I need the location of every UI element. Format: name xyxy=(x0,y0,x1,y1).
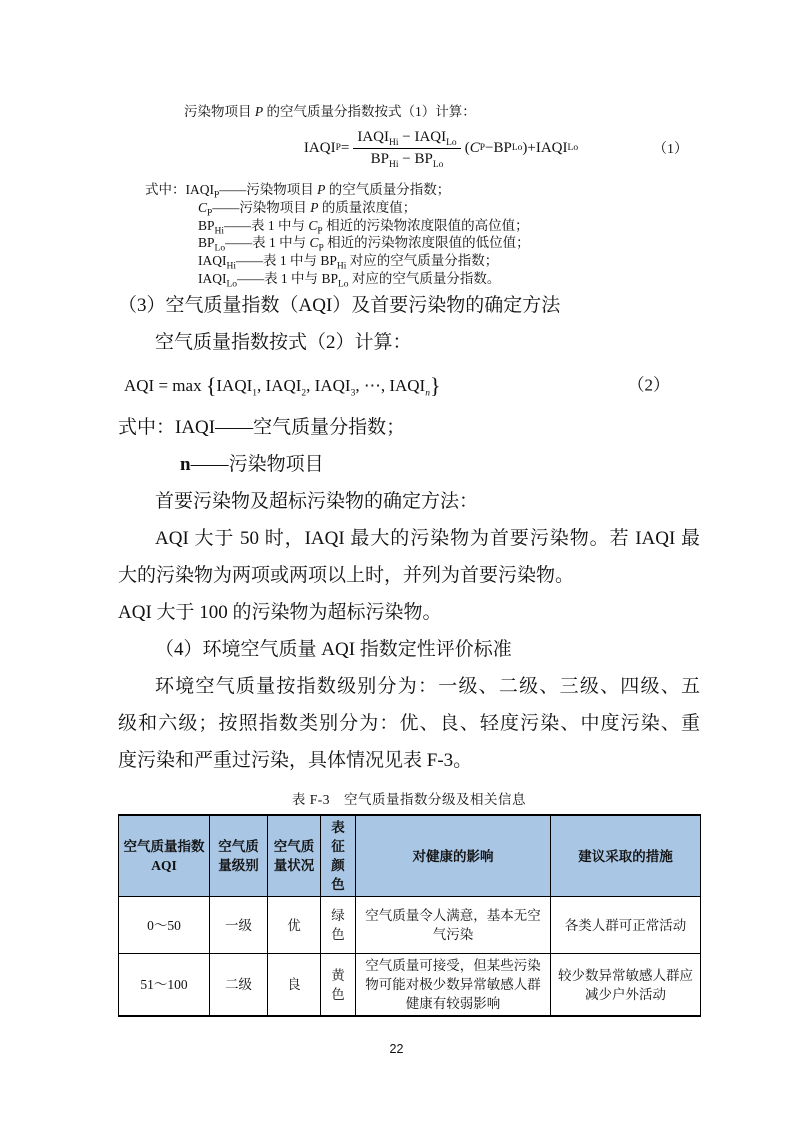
main-text-block xyxy=(118,287,700,779)
formula-1 xyxy=(118,122,700,174)
table-cell: 空气质量可接受，但某些污染物可能对极少数异常敏感人群健康有较弱影响 xyxy=(356,954,551,1017)
formula-2 xyxy=(118,361,700,409)
paragraph: 度污染和严重过污染，具体情况见表 F-3。 xyxy=(118,750,473,771)
paragraph: 环境空气质量按指数级别分为：一级、二级、三级、四级、五 xyxy=(155,676,700,697)
table-header-row xyxy=(119,815,701,897)
page-number: 22 xyxy=(389,1042,404,1056)
variable-p: P xyxy=(254,104,264,119)
fraction-denominator: $BP_{Hi} - BP_{Lo}$ xyxy=(370,150,444,170)
formula-2-number: （2） xyxy=(627,375,670,395)
intro-text: 污染物项目 xyxy=(184,104,255,119)
table-row xyxy=(119,897,701,954)
intro-text-tail: 的空气质量分指数按式（1）计算： xyxy=(263,104,476,119)
table-cell: 一级 xyxy=(210,897,268,954)
table-cell: 较少数异常敏感人群应减少户外活动 xyxy=(551,954,701,1017)
formula-1-body: IAQI P = $\frac{IAQI_{Hi} - IAQI_{Lo}}{BP_{Hi} - BP_{Lo}}$ ( C P − BP Lo ) + IAQI Lo xyxy=(303,128,579,170)
table-row xyxy=(119,954,701,1017)
table-header-cell: 表征颜色 xyxy=(321,815,356,897)
table-cell: 绿色 xyxy=(321,897,356,954)
n-definition: n——污染物项目 xyxy=(180,454,324,475)
table-cell: 各类人群可正常活动 xyxy=(551,897,701,954)
formula-2-where: 式中：IAQI——空气质量分指数； xyxy=(118,417,406,438)
paragraph: 级和六级；按照指数类别分为：优、良、轻度污染、中度污染、重 xyxy=(118,713,700,734)
definition-line: $BP_{Lo}——$表 1 中与 $C_P$ 相近的污染物浓度限值的低位值； xyxy=(198,235,530,255)
method-heading: 首要污染物及超标污染物的确定方法： xyxy=(155,491,479,512)
table-header-cell: 空气质量级别 xyxy=(210,815,268,897)
formula-2-body: AQI = $\max \{IAQI_1$, $IAQI_2$, $IAQI_3$, ⋯, $IAQI_n$} xyxy=(124,372,441,398)
section-3-heading: （3）空气质量指数（AQI）及首要污染物的确定方法 xyxy=(118,295,561,316)
table-cell: 空气质量令人满意，基本无空气污染 xyxy=(356,897,551,954)
variable-c: C xyxy=(309,235,319,251)
definitions-block xyxy=(145,181,530,288)
definition-line: $BP_{Hi}——$表 1 中与 $C_P$ 相近的污染物浓度限值的高位值； xyxy=(198,217,529,237)
table-header-cell: 建议采取的措施 xyxy=(551,815,701,897)
table-cell: 51～100 xyxy=(119,954,210,1017)
variable-p: P xyxy=(317,182,326,197)
table-cell: 优 xyxy=(268,897,321,954)
table-cell: 良 xyxy=(268,954,321,1017)
table-header-cell: 空气质量指数AQI xyxy=(119,815,210,897)
definition-line: 式中：$IAQI_P——$污染物项目 P 的空气质量分指数； xyxy=(145,182,451,201)
definition-line: $IAQI_{Hi}——$表 1 中与 $BP_{Hi}$ 对应的空气质量分指数； xyxy=(198,253,499,272)
paragraph: AQI 大于 100 的污染物为超标污染物。 xyxy=(118,602,442,623)
variable-p: P xyxy=(310,199,319,215)
paragraph: 大的污染物为两项或两项以上时，并列为首要污染物。 xyxy=(118,565,575,586)
variable-c: C xyxy=(308,217,318,233)
variable-c: C xyxy=(469,139,480,156)
section-4-heading: （4）环境空气质量 AQI 指数定性评价标准 xyxy=(155,639,512,660)
table-header-cell: 空气质量状况 xyxy=(268,815,321,897)
definition-line: $IAQI_{Lo}——$表 1 中与 $BP_{Lo}$ 对应的空气质量分指数。 xyxy=(198,270,501,290)
table-cell: 黄色 xyxy=(321,954,356,1017)
table-caption: 表 F-3 空气质量指数分级及相关信息 xyxy=(291,792,527,807)
formula-1-number: （1） xyxy=(653,142,688,157)
formula-2-intro: 空气质量指数按式（2）计算： xyxy=(155,332,412,353)
fraction-numerator: $IAQI_{Hi}$ − $IAQI_{Lo}$ xyxy=(353,129,460,149)
variable-c: C xyxy=(198,199,208,215)
table-cell: 二级 xyxy=(210,954,268,1017)
aqi-table xyxy=(118,814,701,1017)
fraction xyxy=(353,129,460,168)
intro-paragraph xyxy=(184,100,476,120)
where-label: 式中： xyxy=(145,182,186,197)
table-header-cell: 对健康的影响 xyxy=(356,815,551,897)
table-cell: 0～50 xyxy=(119,897,210,954)
variable-n: n xyxy=(180,454,191,475)
definition-line: $C_P——$污染物项目 P 的质量浓度值； xyxy=(198,199,417,219)
paragraph: AQI 大于 50 时，IAQI 最大的污染物为首要污染物。若 IAQI 最 xyxy=(155,528,700,549)
